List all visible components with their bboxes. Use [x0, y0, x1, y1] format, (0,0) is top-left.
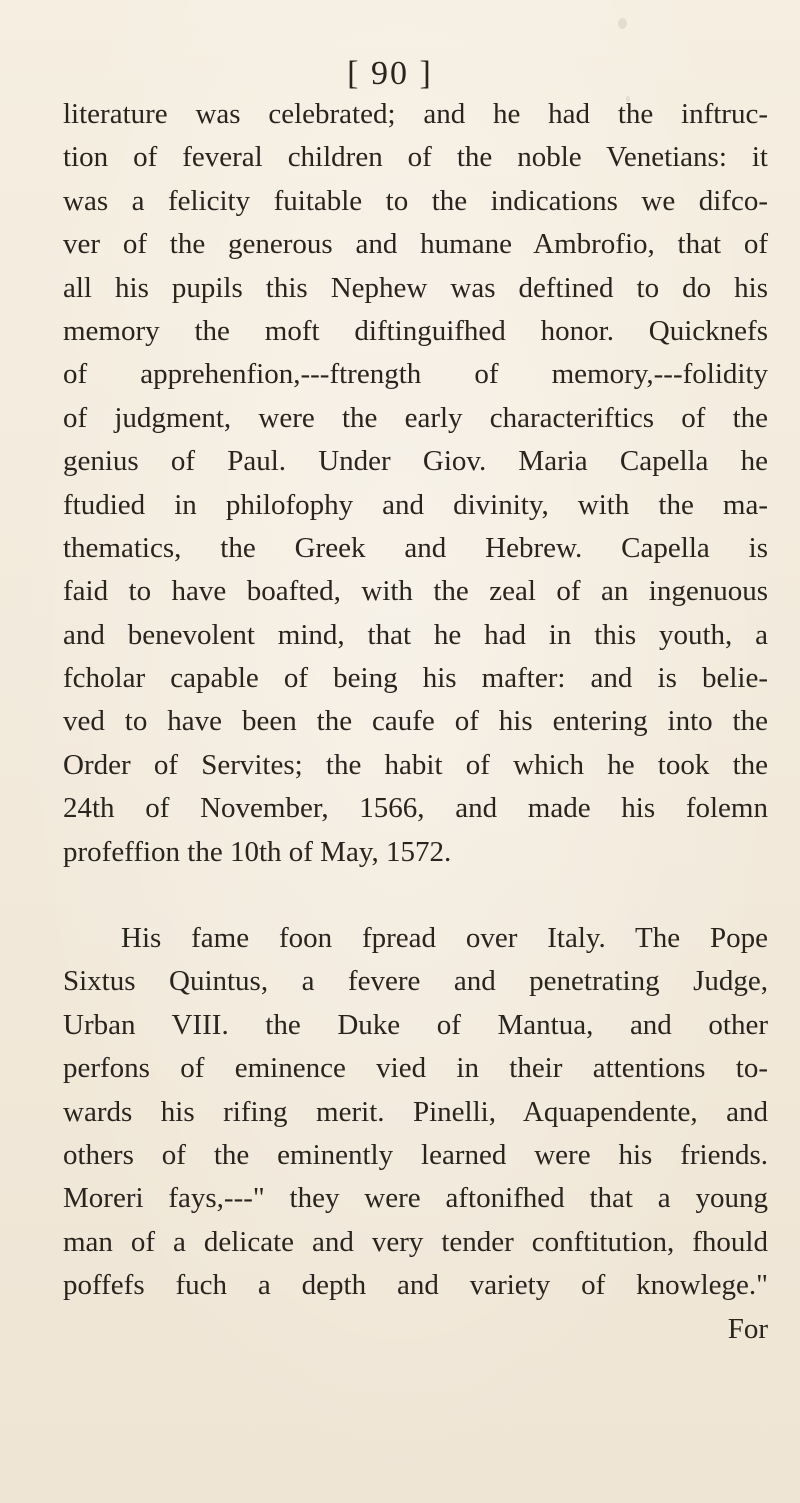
paragraph-gap — [63, 874, 768, 917]
text-line: Order of Servites; the habit of which he took the — [63, 748, 768, 781]
body-text — [63, 93, 768, 1351]
text-line: all his pupils this Nephew was deftined to do his — [63, 271, 768, 304]
text-line: genius of Paul. Under Giov. Maria Capella he — [63, 445, 768, 478]
text-line: faid to have boafted, with the zeal of an ingenuous — [63, 575, 768, 608]
text-line: others of the eminently learned were his friends. — [63, 1138, 768, 1171]
text-line: perfons of eminence vied in their attentions to- — [63, 1052, 768, 1085]
text-line: and benevolent mind, that he had in this youth, a — [63, 618, 768, 651]
text-line: man of a delicate and very tender conftitution, fhould — [63, 1225, 768, 1258]
text-line: thematics, the Greek and Hebrew. Capella is — [63, 531, 768, 564]
text-line: ver of the generous and humane Ambrofio, that of — [63, 228, 768, 261]
text-line: ftudied in philofophy and divinity, with the ma- — [63, 488, 768, 521]
text-line: Urban VIII. the Duke of Mantua, and other — [63, 1008, 768, 1041]
text-line: of judgment, were the early characteriftics of the — [63, 401, 768, 434]
text-line: wards his rifing merit. Pinelli, Aquapendente, and — [63, 1095, 768, 1128]
text-line: fcholar capable of being his mafter: and is belie- — [63, 662, 768, 695]
page-spot — [618, 18, 627, 29]
text-line: 24th of November, 1566, and made his folemn — [63, 792, 768, 825]
page-number: [ 90 ] — [347, 55, 433, 92]
text-line: His fame foon fpread over Italy. The Pope — [121, 922, 768, 955]
text-line: of apprehenfion,---ftrength of memory,---folidity — [63, 358, 768, 391]
text-line: profeffion the 10th of May, 1572. — [63, 835, 452, 868]
text-line: poffefs fuch a depth and variety of knowlege." — [63, 1269, 768, 1302]
text-line: ved to have been the caufe of his entering into the — [63, 705, 768, 738]
text-line: tion of feveral children of the noble Venetians: it — [63, 141, 768, 174]
catchword: For — [727, 1312, 768, 1345]
text-line: was a felicity fuitable to the indications we difco- — [63, 184, 768, 217]
text-line: literature was celebrated; and he had the inftruc- — [63, 98, 768, 130]
text-line: Sixtus Quintus, a fevere and penetrating Judge, — [63, 965, 768, 998]
text-line: memory the moft diftinguifhed honor. Quicknefs — [63, 314, 768, 347]
text-line: Moreri fays,---" they were aftonifhed that a young — [63, 1182, 768, 1215]
